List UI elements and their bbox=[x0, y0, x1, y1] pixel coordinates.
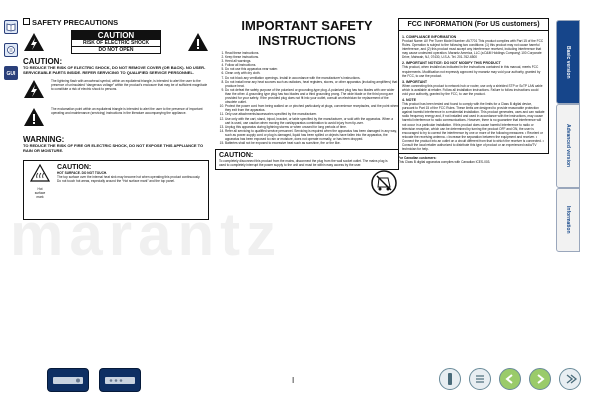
hot-caution-subhead: HOT SURFACE. DO NOT TOUCH. bbox=[57, 170, 108, 175]
remote-icon bbox=[440, 369, 460, 389]
hot-mark-line3: mark bbox=[36, 194, 44, 199]
fcc-section-body: This product, when installed as indicated in the instructions contained in this manual, meets FCC requirements. Modification not expressly approved by marantz may void your authority, granted by the FCC, to use the product. bbox=[402, 65, 541, 78]
gui-label: GUI bbox=[6, 71, 16, 77]
caution-body: TO REDUCE THE RISK OF ELECTRIC SHOCK, DO NOT REMOVE COVER (OR BACK). NO USER-SERVICEABLE PARTS INSIDE. REFER SERVICING TO QUALIFIED SERVICE PERSONNEL. bbox=[23, 65, 206, 75]
instruction-item: 3. Heed all warnings. bbox=[225, 59, 399, 63]
instruction-item: 2. Keep these instructions. bbox=[225, 55, 399, 59]
safety-heading bbox=[23, 18, 209, 27]
notes-icon[interactable] bbox=[4, 43, 18, 57]
fcc-title: FCC INFORMATION (For US customers) bbox=[399, 19, 548, 31]
fcc-section-body: Product Name: AV Pre Tuner Model Number: AV7701 This product complies with Part 15 of the FCC Rules. Operation is subject to the following two conditions: (1) this product may not cause harmful interference, and (2) this product must accept any interference received, including interference that may cause undesired operation. Marantz America, LLC (a D&M Holdings Company) 100 Corporate Drive, Mahwah, NJ, 07430, U.S.A. Tel. 201-762-6500 bbox=[402, 39, 544, 60]
caution-label-line1: RISK OF ELECTRIC SHOCK bbox=[82, 40, 150, 46]
safety-heading-text: SAFETY PRECAUTIONS bbox=[32, 18, 119, 27]
instructions-title-line1: IMPORTANT SAFETY bbox=[241, 18, 373, 33]
instruction-item: 4. Follow all instructions. bbox=[225, 63, 399, 67]
instruction-item: 12. Use only with the cart, stand, tripod, bracket, or table specified by the manufacturer, or sold with the apparatus. When a cart is used, use caution when moving the cart/apparatus combination to avoid injury from tip-over. bbox=[225, 117, 399, 125]
tab-advanced-version[interactable] bbox=[556, 104, 580, 188]
hot-caution-body: The top surface over the internal heat sink may become hot when operating this product continuously. Do not touch hot areas, especially around the “Hot surface mark” and the top panel. bbox=[57, 174, 201, 183]
instruction-item: 9. Do not defeat the safety purpose of the polarized or grounding-type plug. A polarized plug has two blades with one wider than the other. A grounding type plug has two blades and a third grounding prong. The wide blade or the third prong are provided for your safety. If the provided plug does not fit into your outlet, consult an electrician for replacement of the obsolete outlet. bbox=[225, 88, 399, 104]
caution-label-title: CAUTION bbox=[72, 31, 160, 40]
safety-precautions bbox=[23, 18, 209, 220]
hot-surface-box bbox=[23, 160, 209, 220]
caution-label bbox=[71, 30, 161, 54]
instructions-title-line2: INSTRUCTIONS bbox=[258, 33, 356, 48]
instruction-item: 13. Unplug this apparatus during lightning storms or when unused for long periods of time. bbox=[225, 125, 399, 129]
caution-label-line2: DO NOT OPEN bbox=[72, 46, 160, 53]
warning-body: TO REDUCE THE RISK OF FIRE OR ELECTRIC SHOCK, DO NOT EXPOSE THIS APPLIANCE TO RAIN OR MOISTURE. bbox=[23, 142, 204, 153]
fcc-box bbox=[398, 18, 549, 154]
forward-button[interactable] bbox=[529, 368, 551, 390]
instruction-item: 14. Refer all servicing to qualified service personnel. Servicing is required when the apparatus has been damaged in any way, such as power-supply cord or plug is damaged, liquid has been spilled or objects have fallen into the apparatus, the apparatus has been exposed to rain or moisture, does not operate normally, or has been dropped. bbox=[225, 129, 399, 141]
canadian-body: This Class B digital apparatus complies with Canadian ICES-003. bbox=[398, 160, 491, 165]
back-icon bbox=[500, 369, 520, 389]
safety-instructions bbox=[215, 18, 399, 170]
fcc-information bbox=[398, 18, 549, 164]
lightning-description: The lightning flash with arrowhead symbol, within an equilateral triangle, is intended to alert the user to the presence of uninsulated “dangerous voltage” within the product’s enclosure that may be of sufficient magnitude to constitute a risk of electric shock to persons. bbox=[51, 78, 208, 91]
rear-panel-button[interactable] bbox=[99, 368, 141, 392]
canadian-heading: For Canadian customers: bbox=[398, 156, 437, 161]
book-icon[interactable] bbox=[4, 20, 18, 34]
tab-basic-version[interactable] bbox=[556, 20, 580, 104]
index-button[interactable] bbox=[469, 368, 491, 390]
exclamation-symbol-icon bbox=[23, 107, 45, 127]
next-page-button[interactable] bbox=[559, 368, 581, 390]
tab-information-label: Information bbox=[565, 206, 571, 234]
instruction-item: 6. Clean only with dry cloth. bbox=[225, 71, 399, 75]
instruction-item: 11. Only use attachments/accessories specified by the manufacturer. bbox=[225, 112, 399, 116]
lightning-symbol-icon bbox=[23, 79, 45, 99]
instruction-item: 5. Do not use this apparatus near water. bbox=[225, 67, 399, 71]
remote-button[interactable] bbox=[439, 368, 461, 390]
tab-advanced-version-label: Advanced version bbox=[565, 124, 571, 168]
hot-mark-line2: surface bbox=[34, 190, 46, 195]
instruction-item: 7. Do not block any ventilation openings. Install in accordance with the manufacturer’s instructions. bbox=[225, 76, 399, 80]
instruction-item: 15. Batteries shall not be exposed to excessive heat such as sunshine, fire or the like. bbox=[225, 141, 399, 145]
front-panel-icon bbox=[48, 369, 88, 391]
watermark: marantz bbox=[10, 201, 283, 268]
exclamation-warning-icon bbox=[187, 32, 209, 52]
instruction-item: 8. Do not install near any heat sources such as radiators, heat registers, stoves, or other apparatus (including amplifiers) that produce heat. bbox=[225, 80, 399, 88]
fcc-section-heading: 3. IMPORTANT bbox=[402, 79, 428, 84]
tab-basic-version-label: Basic version bbox=[565, 45, 571, 79]
rear-panel-icon bbox=[100, 369, 140, 391]
fcc-section-heading: 1. COMPLIANCE INFORMATION bbox=[402, 35, 457, 39]
caution-heading: CAUTION: bbox=[23, 57, 63, 66]
index-icon bbox=[470, 369, 490, 389]
forward-icon bbox=[530, 369, 550, 389]
hot-caution-heading: CAUTION: bbox=[57, 163, 92, 171]
fcc-section-heading: 4. NOTE bbox=[402, 98, 416, 103]
back-button[interactable] bbox=[499, 368, 521, 390]
front-panel-button[interactable] bbox=[47, 368, 89, 392]
tab-information[interactable] bbox=[556, 188, 580, 252]
cart-warning-icon bbox=[371, 170, 397, 196]
fcc-section-body: When connecting this product to network hub or router, use only a shielded STP or ScTP LAN cable which is available at retailer. Follow all installation instructions. Failure to follow instructions could void your authority, granted by the FCC, to use the product. bbox=[402, 83, 543, 96]
instruction-item: 1. Read these instructions. bbox=[225, 51, 399, 55]
gui-icon[interactable] bbox=[4, 66, 18, 80]
disconnect-caution-box bbox=[215, 149, 399, 170]
instruction-item: 10. Protect the power cord from being walked on or pinched particularly at plugs, convenience receptacles, and the point where they exit from the apparatus. bbox=[225, 104, 399, 112]
hot-surface-icon bbox=[30, 164, 50, 182]
hot-surface-mark bbox=[27, 164, 53, 216]
hot-mark-line1: Hot bbox=[37, 186, 43, 191]
warning-heading: WARNING: bbox=[23, 134, 65, 144]
page-number: I bbox=[292, 376, 295, 385]
fcc-section-heading: 2. IMPORTANT NOTICE: DO NOT MODIFY THIS PRODUCT bbox=[402, 61, 501, 66]
exclamation-description: The exclamation point within an equilateral triangle is intended to alert the user to the presence of important operating and maintenance (servicing) instructions in the literature accompanying the appliance. bbox=[51, 106, 203, 115]
instructions-list bbox=[215, 51, 399, 145]
lightning-warning-icon bbox=[23, 32, 45, 52]
fcc-section-body: This product has been tested and found to comply with the limits for a Class B digital device, pursuant to Part 15 of the FCC Rules. These limits are designed to provide reasonable protection against harmful interference in a residential installation. This product generates, uses and can radiate radio frequency energy and, if not installed and used in accordance with the instructions, may cause harmful interference to radio communications. However, there is no guarantee that interference will not occur in a particular installation. If this product does cause harmful interference to radio or television reception, which can be determined by turning the product OFF and ON, the user is encouraged to try to correct the interference by one or more of the following measures: • Reorient or relocate the receiving antenna. • Increase the separation between the equipment and receiver. • Connect the product into an outlet on a circuit different from that to which the receiver is connected. • Consult the local retailer authorized to distribute this type of product or an experienced radio/TV technician for help. bbox=[402, 102, 545, 152]
next-page-icon bbox=[560, 369, 580, 389]
disconnect-caution-body: To completely disconnect this product from the mains, disconnect the plug from the wall socket outlet. The mains plug is used to completely interrupt the power supply to the unit and must be within easy access by the user. bbox=[219, 159, 388, 168]
disconnect-caution-heading: CAUTION: bbox=[219, 152, 254, 160]
